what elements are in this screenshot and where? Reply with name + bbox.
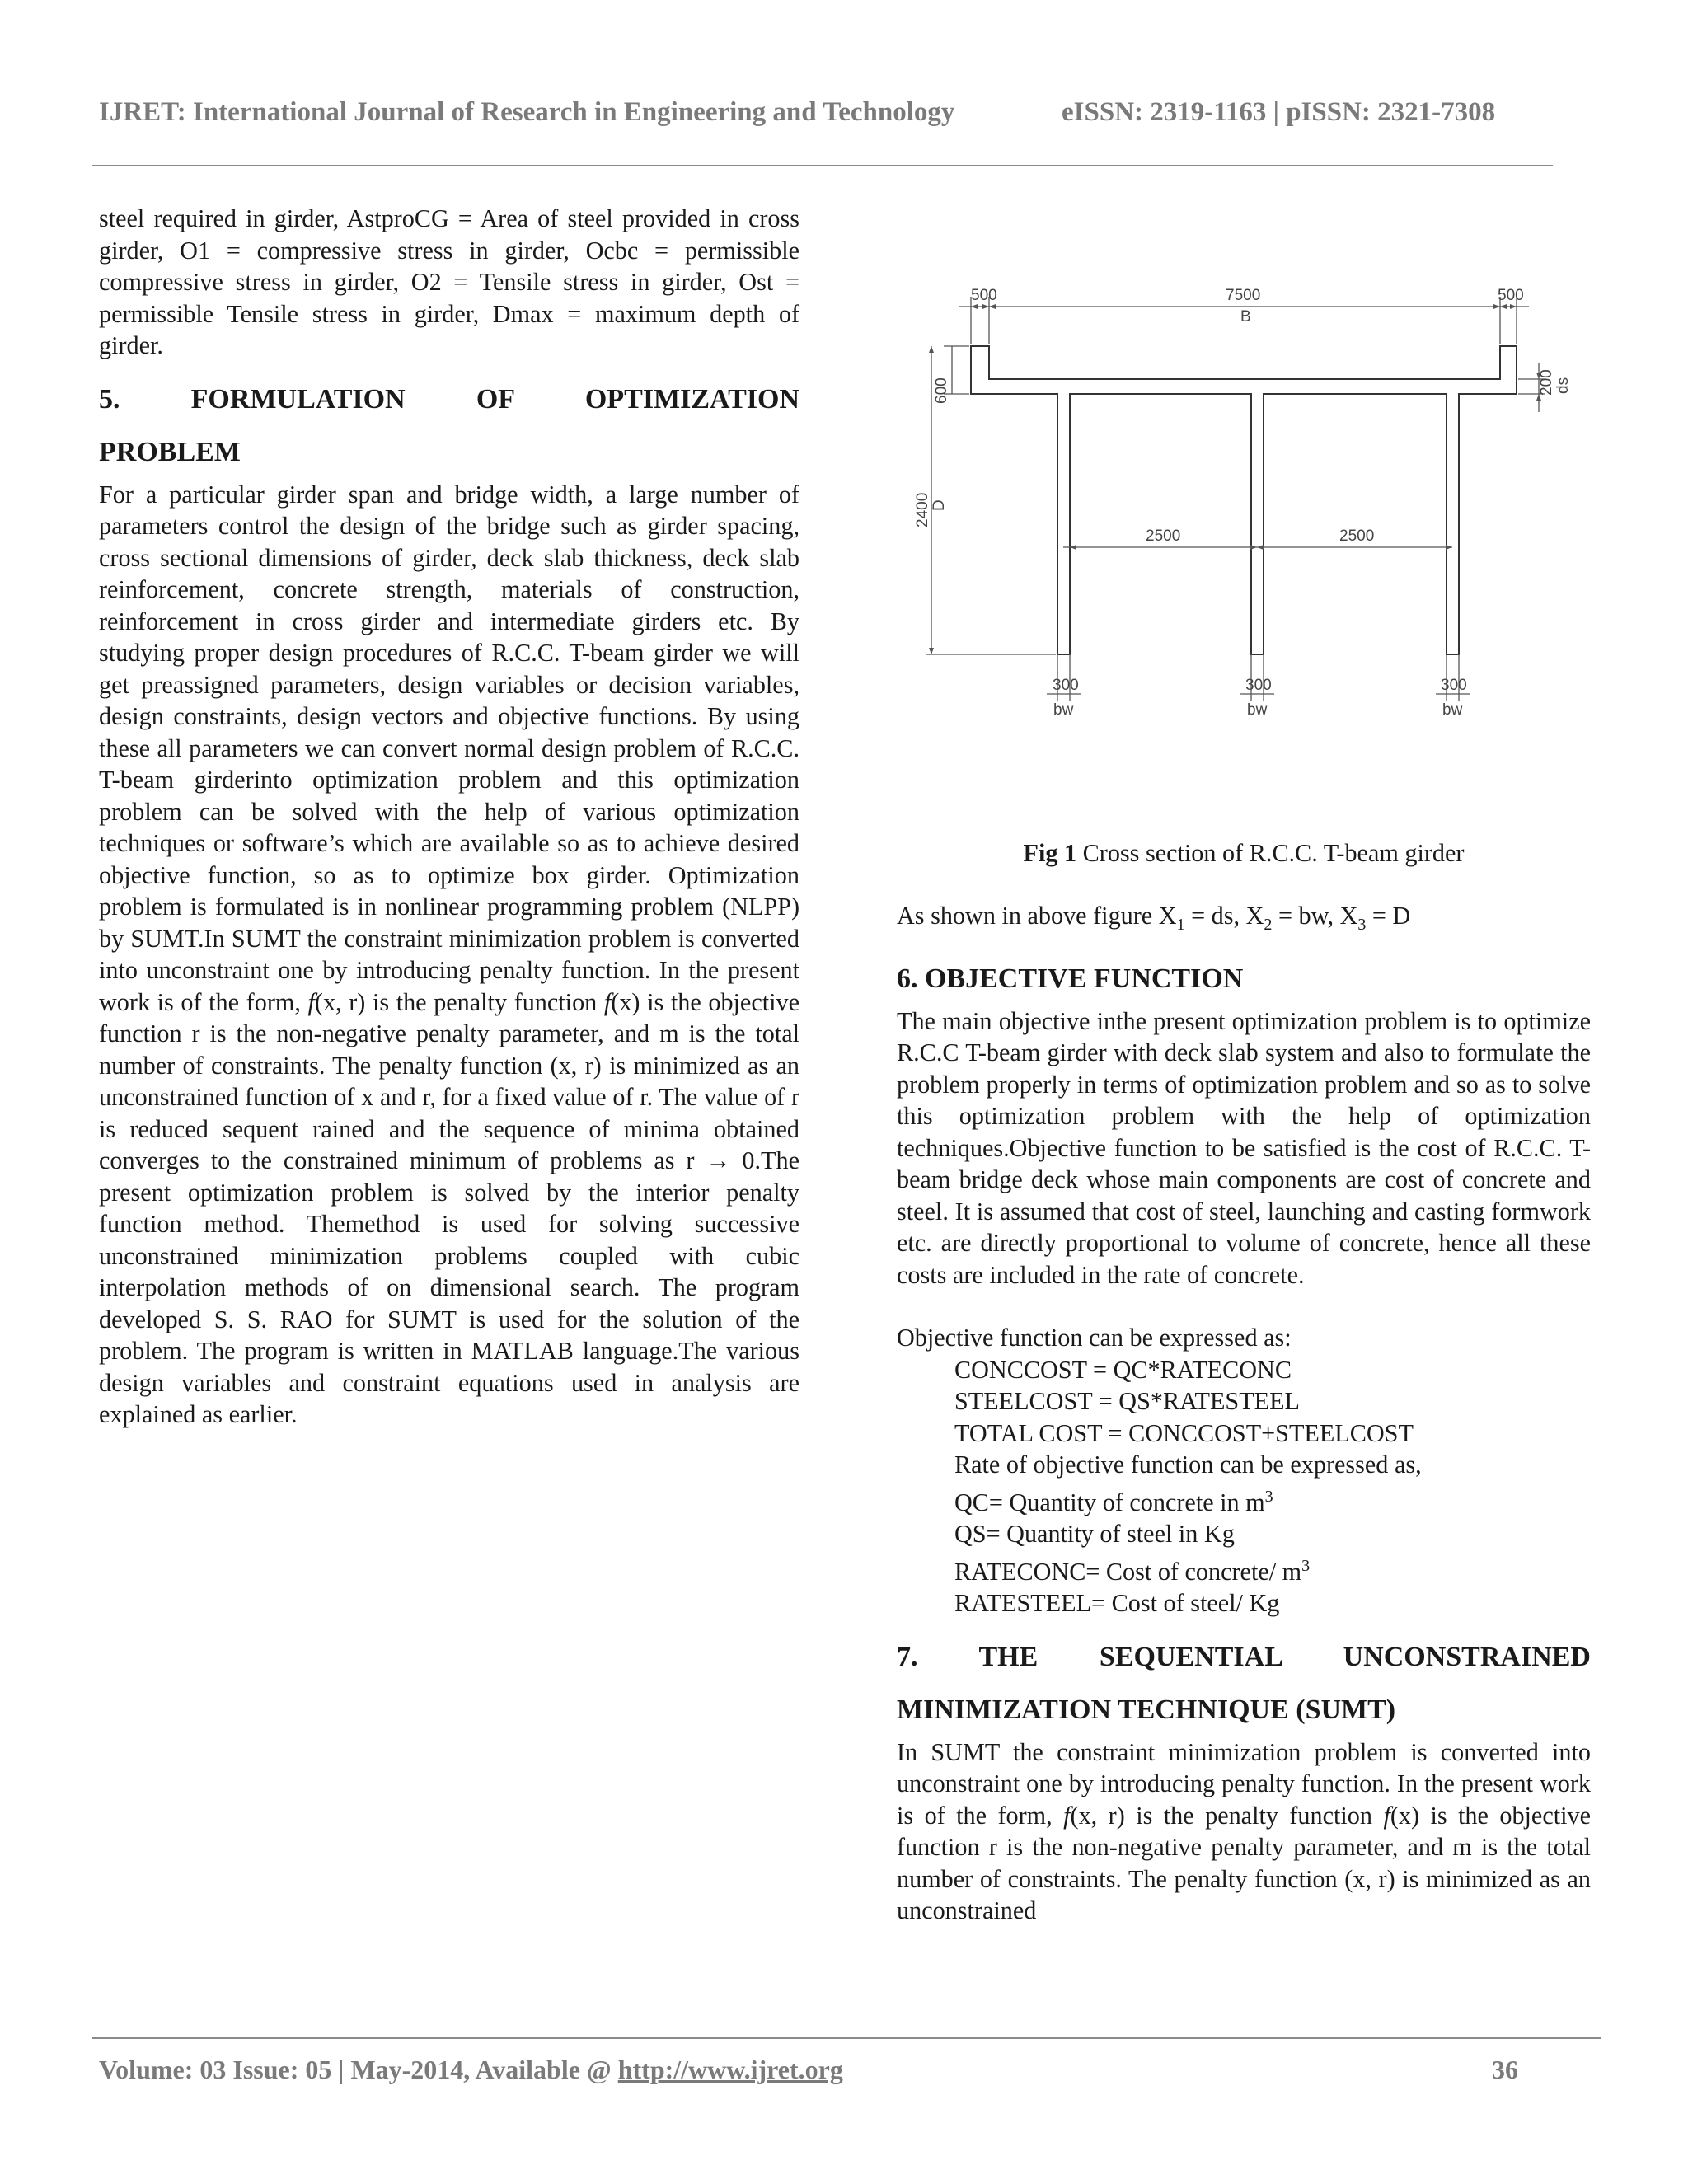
section7-title-line1: 7. THE SEQUENTIAL UNCONSTRAINED <box>897 1641 1591 1672</box>
dim-ds-symbol: ds <box>1554 377 1572 394</box>
journal-url-link[interactable]: http://www.ijret.org <box>617 2055 843 2084</box>
section6-body: The main objective inthe present optimization problem is to optimize R.C.C T-beam girder with deck slab system and also to formulate the problem properly in terms of optimization problem and so as to solve this optimization problem with the help of optimization techniques.Objective function to be satisfied is the cost of R.C.C. T-beam bridge deck whose main components are cost of concrete and steel. It is assumed that cost of steel, launching and casting formwork etc. are directly proportional to volume of concrete, hence all these costs are included in the rate of concrete. <box>897 1006 1591 1289</box>
caption-label: Fig 1 <box>1023 839 1077 867</box>
dim-web-symbol-3: bw <box>1442 701 1463 719</box>
section7-title-line2: MINIMIZATION TECHNIQUE (SUMT) <box>897 1694 1396 1725</box>
page-number: 36 <box>1492 2055 1518 2084</box>
dim-web-symbol-1: bw <box>1053 701 1074 719</box>
intro-paragraph: steel required in girder, AstproCG = Area of steel provided in cross girder, O1 = compressive stress in girder, Ocbc = permissible compressive stress in girder, O2 = Tensile stress in girder, Ost = permissible Tensile stress in girder, Dmax = maximum depth of girder. <box>99 204 799 359</box>
equation-concrete-cost: CONCCOST = QC*RATECONC <box>954 1355 1292 1384</box>
footer-rule <box>92 2037 1601 2039</box>
section5-body: For a particular girder span and bridge width, a large number of parameters control the design of the bridge such as girder spacing, cross sectional dimensions of girder, deck slab thickness, deck slab reinforcement, concrete strength, materials of construction, reinforcement in cross girder and intermediate girders etc. By studying proper design procedures of R.C.C. T-beam girder we will get preassigned parameters, design variables or decision variables, design constraints, design vectors and objective functions. By using these all parameters we can convert normal design problem of R.C.C. T-beam girderinto optimization problem and this optimization problem can be solved with the help of various optimization techniques or software’s which are available so as to achieve desired objective function, so as to optimize box girder. Optimization problem is formulated is in nonlinear programming problem (NLPP) by SUMT.In SUMT the constraint minimization problem is converted into unconstraint one by introducing penalty function. In the present work is of the form, f(x, r) is the penalty function f(x) is the objective function r is the non-negative penalty parameter, and m is the total number of constraints. The penalty function (x, r) is minimized as an unconstrained function of x and r, for a fixed value of r. The value of r is reduced sequent rained and the sequence of minima obtained converges to the constrained minimum of problems as r → 0.The present optimization problem is solved by the interior penalty function method. Themethod is used for solving successive unconstrained minimization problems coupled with cubic interpolation methods of on dimensional search. The program developed S. S. RAO for SUMT is used for the solution of the problem. The program is written in MATLAB language.The various design variables and constraint equations used in analysis are explained as earlier. <box>99 480 799 1428</box>
left-column <box>99 203 799 1431</box>
section5-title-line1: 5. FORMULATION OF OPTIMIZATION <box>99 383 799 415</box>
dim-ds: 200 <box>1538 369 1555 396</box>
equation-steel-cost: STEELCOST = QS*RATESTEEL <box>954 1387 1300 1416</box>
right-column <box>897 900 1591 1927</box>
definition-ratesteel: RATESTEEL= Cost of steel/ Kg <box>954 1589 1280 1618</box>
design-variables-line: As shown in above figure $X_1$ = ds, $X_2$ = bw, $X_3 = D$ <box>897 902 1411 935</box>
girder-outline <box>971 346 1517 654</box>
journal-title: IJRET: International Journal of Research in Engineering and Technology <box>99 97 955 127</box>
section7-body: In SUMT the constraint minimization problem is converted into unconstraint one by introducing penalty function. In the present work is of the form, f(x, r) is the penalty function f(x) is the objective function r is the non-negative penalty parameter, and m is the total number of constraints. The penalty function (x, r) is minimized as an unconstrained <box>897 1737 1591 1925</box>
definition-qc: QC= Quantity of concrete in $m^3$ <box>954 1487 1273 1516</box>
tbeam-cross-section-figure <box>894 272 1595 742</box>
header-rule <box>92 165 1553 166</box>
dim-slab-depth: 600 <box>933 377 950 404</box>
dim-web-3: 300 <box>1441 677 1467 694</box>
running-header <box>99 97 1550 128</box>
definition-qs: QS= Quantity of steel in Kg <box>954 1520 1235 1549</box>
objective-intro: Objective function can be expressed as: <box>897 1324 1292 1352</box>
dim-web-symbol-2: bw <box>1247 701 1268 719</box>
rate-note: Rate of objective function can be expressed as, <box>954 1451 1422 1479</box>
dim-spacing-1: 2500 <box>1146 527 1181 545</box>
figure-caption <box>897 839 1591 868</box>
dim-spacing-2: 2500 <box>1339 527 1375 545</box>
section6-title: 6. OBJECTIVE FUNCTION <box>897 963 1244 994</box>
caption-text: Cross section of R.C.C. T-beam girder <box>1076 839 1465 867</box>
volume-info: Volume: 03 Issue: 05 | May-2014, Available @ <box>99 2055 618 2084</box>
issn-info: eISSN: 2319-1163 | pISSN: 2321-7308 <box>1062 97 1496 127</box>
running-footer <box>99 2055 1517 2085</box>
dim-web-2: 300 <box>1245 677 1272 694</box>
dim-top-left: 500 <box>971 287 997 304</box>
dim-top-mid-symbol: B <box>1240 308 1251 326</box>
definition-rateconc: RATECONC= Cost of concrete/ $m^3$ <box>954 1556 1311 1586</box>
dim-total-depth: 2400 <box>914 492 931 527</box>
section5-title-line2: PROBLEM <box>99 436 241 467</box>
equation-total-cost: TOTAL COST = CONCCOST+STEELCOST <box>954 1418 1414 1447</box>
dim-top-mid: 7500 <box>1226 287 1261 304</box>
dim-web-1: 300 <box>1053 677 1079 694</box>
dim-top-right: 500 <box>1498 287 1524 304</box>
dim-total-depth-symbol: D <box>931 499 948 511</box>
